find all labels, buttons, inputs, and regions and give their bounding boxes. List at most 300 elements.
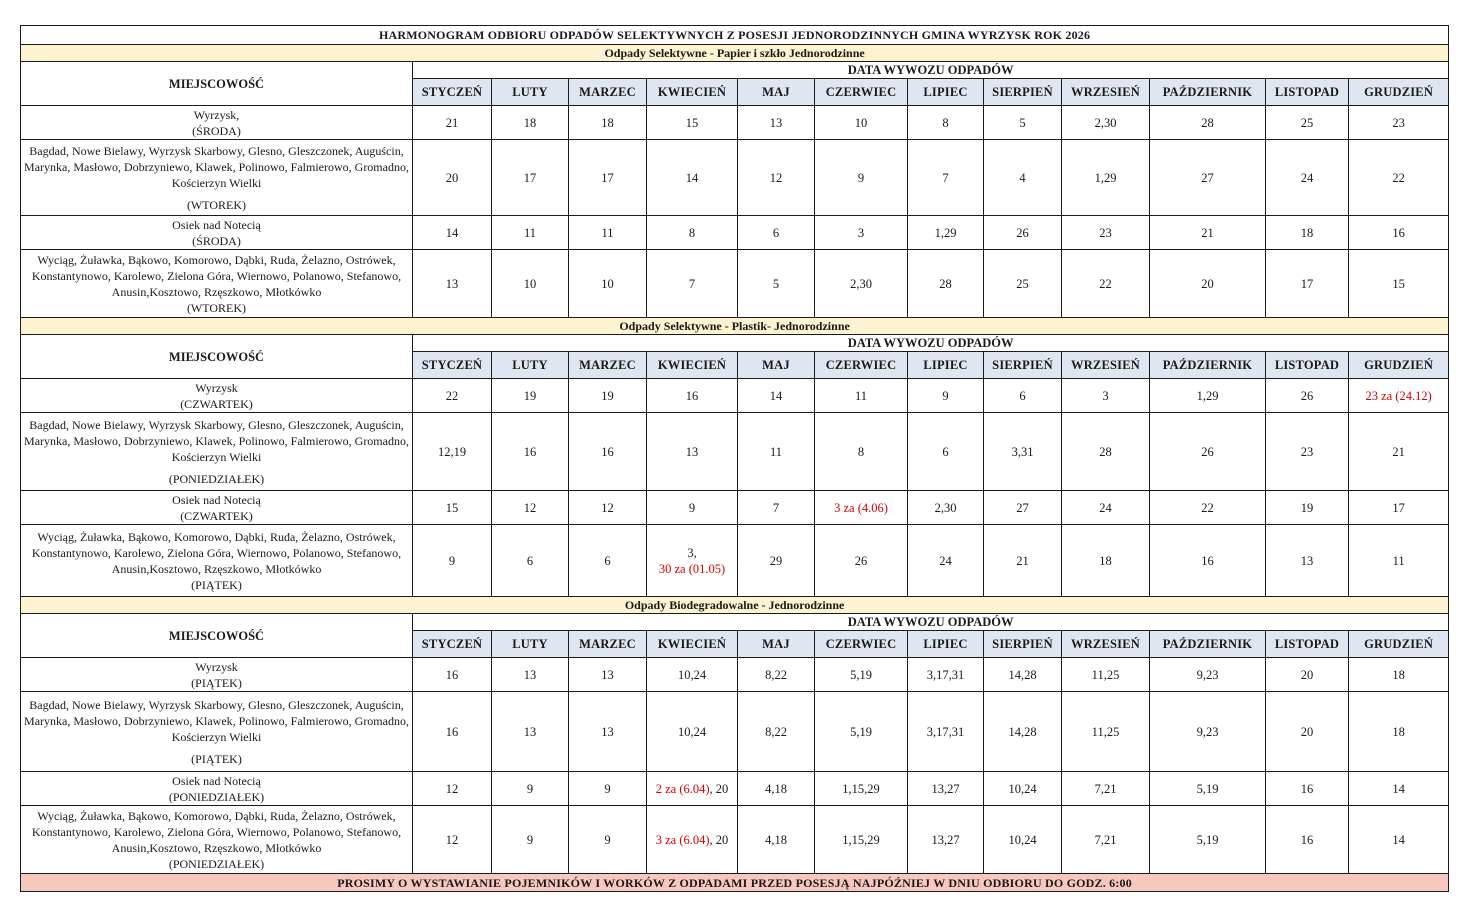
collection-weekday: (ŚRODA)	[192, 123, 241, 138]
date-value: 3,	[687, 545, 697, 560]
date-cell	[908, 692, 984, 772]
date-value: 3,31	[1011, 444, 1034, 459]
collection-weekday: (ŚRODA)	[192, 233, 241, 248]
date-value: 17	[1300, 276, 1314, 291]
date-cell	[1349, 140, 1449, 216]
date-cell	[492, 491, 569, 525]
month-header: LUTY	[492, 79, 569, 106]
date-cell	[1266, 806, 1349, 874]
date-value: 16	[1300, 832, 1314, 847]
date-cell	[647, 806, 738, 874]
date-value: 13	[1300, 553, 1314, 568]
month-header: LUTY	[492, 352, 569, 379]
date-value: 5	[772, 276, 780, 291]
date-value: 1,29	[1094, 170, 1117, 185]
date-cell	[984, 525, 1062, 597]
date-value: 15	[1392, 276, 1405, 291]
footer-row	[21, 874, 1449, 892]
table-row	[21, 250, 1449, 318]
month-header: STYCZEŃ	[413, 631, 492, 658]
date-value: 20	[445, 170, 459, 185]
month-header: WRZESIEŃ	[1062, 79, 1150, 106]
date-cell	[413, 806, 492, 874]
date-cell	[1062, 216, 1150, 250]
date-value: 23	[1300, 444, 1314, 459]
date-value: 17	[523, 170, 537, 185]
date-value: 16	[1392, 225, 1405, 240]
date-cell	[1150, 658, 1266, 692]
location-names: Bagdad, Nowe Bielawy, Wyrzysk Skarbowy, Glesno, Gleszczonek, Auguścin, Marynka, Masłowo, Dobrzyniewo, Klawek, Polinowo, Falmierowo, Gromadno, Kościerzyn Wielki	[24, 417, 409, 464]
date-cell	[1150, 106, 1266, 140]
date-cell	[1150, 772, 1266, 806]
date-cell	[1349, 772, 1449, 806]
date-value: 7,21	[1094, 832, 1117, 847]
date-value: 24	[939, 553, 952, 568]
date-value: 16	[685, 388, 699, 403]
month-header: SIERPIEŃ	[984, 352, 1062, 379]
date-value: 13,27	[931, 832, 960, 847]
date-value: 3	[857, 225, 865, 240]
date-value: 1,29	[934, 225, 957, 240]
collection-weekday: (PIĄTEK)	[191, 675, 242, 690]
date-cell	[413, 525, 492, 597]
location-names: Osiek nad Notecią	[172, 773, 261, 788]
date-cell	[908, 525, 984, 597]
footer-notice: PROSIMY O WYSTAWIANIE POJEMNIKÓW I WORKÓW Z ODPADAMI PRZED POSESJĄ NAJPÓŹNIEJ W DNIU ODBIORU DO GODZ. 6:00	[21, 874, 1449, 892]
date-cell	[1266, 379, 1349, 413]
month-header: CZERWIEC	[815, 79, 908, 106]
date-value: 7	[772, 500, 780, 515]
date-cell	[492, 250, 569, 318]
date-cell	[413, 140, 492, 216]
date-value: 14	[685, 170, 699, 185]
date-cell	[1349, 250, 1449, 318]
date-value: 5,19	[1196, 832, 1219, 847]
date-value: 20	[1300, 667, 1314, 682]
date-cell	[815, 216, 908, 250]
date-cell	[569, 525, 647, 597]
date-value: 13	[523, 667, 537, 682]
date-value: 3	[1102, 388, 1109, 403]
date-cell	[492, 525, 569, 597]
date-cell	[413, 379, 492, 413]
date-value: 10	[854, 115, 868, 130]
collection-weekday: (WTOREK)	[186, 300, 247, 315]
date-value: 4,18	[765, 832, 787, 847]
date-cell	[1266, 216, 1349, 250]
date-cell	[647, 216, 738, 250]
date-cell	[492, 413, 569, 491]
date-cell	[815, 140, 908, 216]
location-names: Osiek nad Notecią	[172, 492, 261, 507]
date-value: 2,30	[934, 500, 957, 515]
month-header: LIPIEC	[908, 79, 984, 106]
month-header: MARZEC	[569, 631, 647, 658]
month-header: GRUDZIEŃ	[1349, 79, 1449, 106]
section-title-row	[21, 597, 1449, 614]
place-column-header: MIEJSCOWOŚĆ	[21, 62, 413, 106]
date-cell	[738, 140, 815, 216]
date-value: 14	[769, 388, 783, 403]
date-cell	[815, 806, 908, 874]
date-cell	[815, 250, 908, 318]
date-value: 11	[854, 388, 868, 403]
date-value: 6	[942, 444, 949, 459]
date-value: 9	[857, 170, 865, 185]
date-cell	[815, 692, 908, 772]
date-cell	[1266, 106, 1349, 140]
date-cell	[908, 216, 984, 250]
date-cell	[984, 491, 1062, 525]
date-value: 5,19	[1196, 781, 1219, 796]
date-value: 20	[1201, 276, 1214, 291]
month-header: MARZEC	[569, 79, 647, 106]
date-value: 27	[1016, 500, 1029, 515]
date-cell	[569, 216, 647, 250]
date-value: 1,15,29	[842, 832, 880, 847]
date-cell	[413, 216, 492, 250]
date-cell	[908, 658, 984, 692]
date-value: 23	[1392, 115, 1405, 130]
month-header: LIPIEC	[908, 352, 984, 379]
month-header: STYCZEŃ	[413, 79, 492, 106]
place-column-header: MIEJSCOWOŚĆ	[21, 335, 413, 379]
date-cell	[413, 106, 492, 140]
date-value: 9,23	[1196, 667, 1219, 682]
date-cell	[815, 491, 908, 525]
month-header: PAŹDZIERNIK	[1150, 79, 1266, 106]
date-value: 11,25	[1091, 667, 1120, 682]
month-header: WRZESIEŃ	[1062, 352, 1150, 379]
date-value: 9	[526, 832, 534, 847]
date-value: 21	[445, 115, 459, 130]
date-value: 12	[769, 170, 783, 185]
date-cell	[1349, 658, 1449, 692]
month-header: PAŹDZIERNIK	[1150, 352, 1266, 379]
date-cell	[1150, 140, 1266, 216]
collection-weekday: (PIĄTEK)	[191, 577, 242, 592]
date-cell	[1150, 525, 1266, 597]
date-cell	[908, 772, 984, 806]
date-value: 10,24	[677, 667, 707, 682]
date-value: 12	[445, 832, 459, 847]
date-value: 26	[1300, 388, 1314, 403]
location-cell	[21, 491, 413, 525]
date-value: 18	[1099, 553, 1112, 568]
date-cell	[569, 692, 647, 772]
date-value: 12	[601, 500, 614, 515]
collection-weekday: (CZWARTEK)	[180, 508, 253, 523]
title-row	[21, 26, 1449, 45]
collection-weekday: (WTOREK)	[186, 197, 247, 212]
header-row	[21, 614, 1449, 631]
date-value: 25	[1300, 115, 1314, 130]
section-title: Odpady Selektywne - Plastik- Jednorodzinne	[21, 318, 1449, 335]
date-value: 26	[1201, 444, 1214, 459]
date-cell	[647, 658, 738, 692]
date-cell	[908, 413, 984, 491]
date-cell	[984, 250, 1062, 318]
schedule-document	[20, 25, 1448, 892]
date-cell	[738, 692, 815, 772]
date-cell	[413, 250, 492, 318]
location-names: Wyrzysk,	[193, 107, 240, 122]
month-header: STYCZEŃ	[413, 352, 492, 379]
shifted-date: 23 za (24.12)	[1365, 388, 1432, 403]
section-title: Odpady Selektywne - Papier i szkło Jednorodzinne	[21, 45, 1449, 62]
date-value: 10,24	[1008, 781, 1037, 796]
date-cell	[492, 140, 569, 216]
collection-weekday: (CZWARTEK)	[180, 396, 253, 411]
date-value: 1,15,29	[842, 781, 880, 796]
date-cell	[815, 525, 908, 597]
date-cell	[647, 140, 738, 216]
date-value: 14	[445, 225, 459, 240]
location-names: Wyrzysk	[195, 659, 238, 674]
date-cell	[569, 772, 647, 806]
date-column-header: DATA WYWOZU ODPADÓW	[413, 335, 1449, 352]
date-cell	[738, 379, 815, 413]
month-header: GRUDZIEŃ	[1349, 631, 1449, 658]
location-names: Wyciąg, Żuławka, Bąkowo, Komorowo, Dąbki, Ruda, Żelazno, Ostrówek, Konstantynowo, Karolewo, Zielona Góra, Wiernowo, Polanowo, Stefanowo, Anusin,Kosztowo, Rzęszkowo, Młotkówko	[31, 808, 402, 855]
date-cell	[984, 692, 1062, 772]
date-cell	[908, 250, 984, 318]
date-cell	[413, 491, 492, 525]
month-header: SIERPIEŃ	[984, 631, 1062, 658]
date-value: 18	[523, 115, 537, 130]
date-cell	[1150, 379, 1266, 413]
date-cell	[1062, 250, 1150, 318]
date-value: 3,17,31	[926, 667, 965, 682]
month-header: KWIECIEŃ	[647, 631, 738, 658]
date-value: 5	[1019, 115, 1026, 130]
date-cell	[492, 658, 569, 692]
date-value: 13,27	[931, 781, 960, 796]
date-value: 28	[939, 276, 952, 291]
date-cell	[815, 413, 908, 491]
location-names: Bagdad, Nowe Bielawy, Wyrzysk Skarbowy, Glesno, Gleszczonek, Auguścin, Marynka, Masłowo, Dobrzyniewo, Klawek, Polinowo, Falmierowo, Gromadno, Kościerzyn Wielki	[24, 143, 409, 190]
date-cell	[815, 106, 908, 140]
date-cell	[492, 692, 569, 772]
date-cell	[1062, 491, 1150, 525]
date-cell	[1150, 692, 1266, 772]
date-cell	[738, 106, 815, 140]
table-row	[21, 772, 1449, 806]
date-cell	[984, 658, 1062, 692]
table-row	[21, 216, 1449, 250]
date-value: 22	[445, 388, 459, 403]
date-value: , 20	[709, 781, 729, 796]
date-cell	[908, 106, 984, 140]
date-value: 24	[1099, 500, 1112, 515]
date-cell	[1062, 106, 1150, 140]
date-value: 18	[1300, 225, 1314, 240]
month-header: KWIECIEŃ	[647, 352, 738, 379]
date-cell	[492, 379, 569, 413]
date-value: 26	[854, 553, 868, 568]
date-cell	[1150, 491, 1266, 525]
location-cell	[21, 692, 413, 772]
schedule-table	[20, 25, 1449, 892]
date-value: 28	[1201, 115, 1214, 130]
date-value: 2,30	[1094, 115, 1117, 130]
date-cell	[1349, 379, 1449, 413]
shifted-date: 3 za (6.04)	[655, 832, 710, 847]
date-cell	[1349, 106, 1449, 140]
date-cell	[413, 413, 492, 491]
location-cell	[21, 806, 413, 874]
date-cell	[1150, 250, 1266, 318]
date-cell	[1062, 379, 1150, 413]
date-cell	[647, 413, 738, 491]
date-value: 13	[601, 724, 614, 739]
date-cell	[569, 106, 647, 140]
date-cell	[1349, 525, 1449, 597]
date-value: 4,18	[765, 781, 787, 796]
date-value: 14,28	[1008, 724, 1037, 739]
date-cell	[569, 658, 647, 692]
date-value: 23	[1099, 225, 1112, 240]
date-cell	[738, 491, 815, 525]
date-cell	[908, 806, 984, 874]
date-cell	[647, 772, 738, 806]
date-cell	[569, 379, 647, 413]
date-value: 3,17,31	[926, 724, 965, 739]
date-value: 22	[1392, 170, 1405, 185]
location-cell	[21, 106, 413, 140]
date-value: 12	[523, 500, 537, 515]
date-cell	[1266, 525, 1349, 597]
date-value: 14,28	[1008, 667, 1037, 682]
month-header: MAJ	[738, 352, 815, 379]
date-cell	[413, 772, 492, 806]
date-cell	[1266, 140, 1349, 216]
date-value: 5,19	[850, 724, 872, 739]
collection-weekday: (PONIEDZIAŁEK)	[168, 856, 265, 871]
date-value: 2,30	[850, 276, 872, 291]
date-cell	[413, 692, 492, 772]
date-cell	[1266, 772, 1349, 806]
date-value: , 20	[709, 832, 729, 847]
date-cell	[1266, 413, 1349, 491]
date-cell	[908, 491, 984, 525]
date-value: 22	[1099, 276, 1112, 291]
date-cell	[647, 525, 738, 597]
date-value: 29	[769, 553, 783, 568]
date-value: 12,19	[437, 444, 467, 459]
date-cell	[1150, 806, 1266, 874]
date-value: 27	[1201, 170, 1214, 185]
date-value: 6	[772, 225, 780, 240]
month-header: LISTOPAD	[1266, 631, 1349, 658]
date-cell	[492, 772, 569, 806]
date-cell	[815, 379, 908, 413]
date-cell	[569, 806, 647, 874]
month-header: MAJ	[738, 631, 815, 658]
date-value: 19	[523, 388, 537, 403]
table-row	[21, 806, 1449, 874]
date-value: 9	[526, 781, 534, 796]
location-cell	[21, 413, 413, 491]
date-cell	[1062, 413, 1150, 491]
shifted-date: 30 za (01.05)	[658, 561, 726, 576]
date-cell	[738, 658, 815, 692]
date-cell	[569, 140, 647, 216]
date-value: 8	[857, 444, 865, 459]
date-value: 17	[601, 170, 614, 185]
date-value: 11	[601, 225, 614, 240]
date-value: 8,22	[765, 724, 787, 739]
month-header: LIPIEC	[908, 631, 984, 658]
date-value: 13	[523, 724, 537, 739]
location-names: Wyciąg, Żuławka, Bąkowo, Komorowo, Dąbki, Ruda, Żelazno, Ostrówek, Konstantynowo, Karolewo, Zielona Góra, Wiernowo, Polanowo, Stefanowo, Anusin,Kosztowo, Rzęszkowo, Młotkówko	[31, 529, 402, 576]
location-cell	[21, 216, 413, 250]
date-cell	[738, 806, 815, 874]
shifted-date: 2 za (6.04)	[655, 781, 710, 796]
location-cell	[21, 525, 413, 597]
date-value: 16	[445, 667, 459, 682]
section-title-row	[21, 318, 1449, 335]
date-cell	[738, 250, 815, 318]
date-cell	[647, 491, 738, 525]
date-cell	[492, 216, 569, 250]
date-cell	[1150, 216, 1266, 250]
date-value: 22	[1201, 500, 1214, 515]
location-cell	[21, 379, 413, 413]
date-value: 8,22	[765, 667, 787, 682]
table-row	[21, 140, 1449, 216]
date-cell	[984, 806, 1062, 874]
date-value: 28	[1099, 444, 1112, 459]
date-value: 25	[1016, 276, 1029, 291]
date-cell	[1062, 525, 1150, 597]
date-value: 4	[1019, 170, 1026, 185]
date-cell	[984, 140, 1062, 216]
date-cell	[815, 658, 908, 692]
date-cell	[815, 772, 908, 806]
date-cell	[1349, 692, 1449, 772]
date-value: 16	[523, 444, 537, 459]
date-cell	[569, 413, 647, 491]
date-value: 19	[601, 388, 614, 403]
location-cell	[21, 658, 413, 692]
month-header: CZERWIEC	[815, 631, 908, 658]
date-cell	[492, 106, 569, 140]
date-cell	[492, 806, 569, 874]
date-cell	[1349, 216, 1449, 250]
location-names: Osiek nad Notecią	[172, 217, 261, 232]
date-cell	[647, 250, 738, 318]
date-value: 10	[601, 276, 614, 291]
header-row	[21, 62, 1449, 79]
date-value: 12	[445, 781, 459, 796]
date-cell	[984, 772, 1062, 806]
date-value: 17	[1392, 500, 1405, 515]
date-value: 7	[942, 170, 949, 185]
date-cell	[1150, 413, 1266, 491]
date-value: 15	[445, 500, 459, 515]
collection-weekday: (PONIEDZIAŁEK)	[168, 789, 265, 804]
date-value: 16	[1300, 781, 1314, 796]
month-header: CZERWIEC	[815, 352, 908, 379]
date-value: 18	[601, 115, 614, 130]
date-value: 9	[604, 832, 611, 847]
date-value: 7	[688, 276, 696, 291]
month-header: LISTOPAD	[1266, 79, 1349, 106]
date-value: 9	[942, 388, 949, 403]
document-title: HARMONOGRAM ODBIORU ODPADÓW SELEKTYWNYCH Z POSESJI JEDNORODZINNYCH GMINA WYRZYSK ROK 2026	[21, 26, 1449, 45]
date-value: 10,24	[1008, 832, 1037, 847]
